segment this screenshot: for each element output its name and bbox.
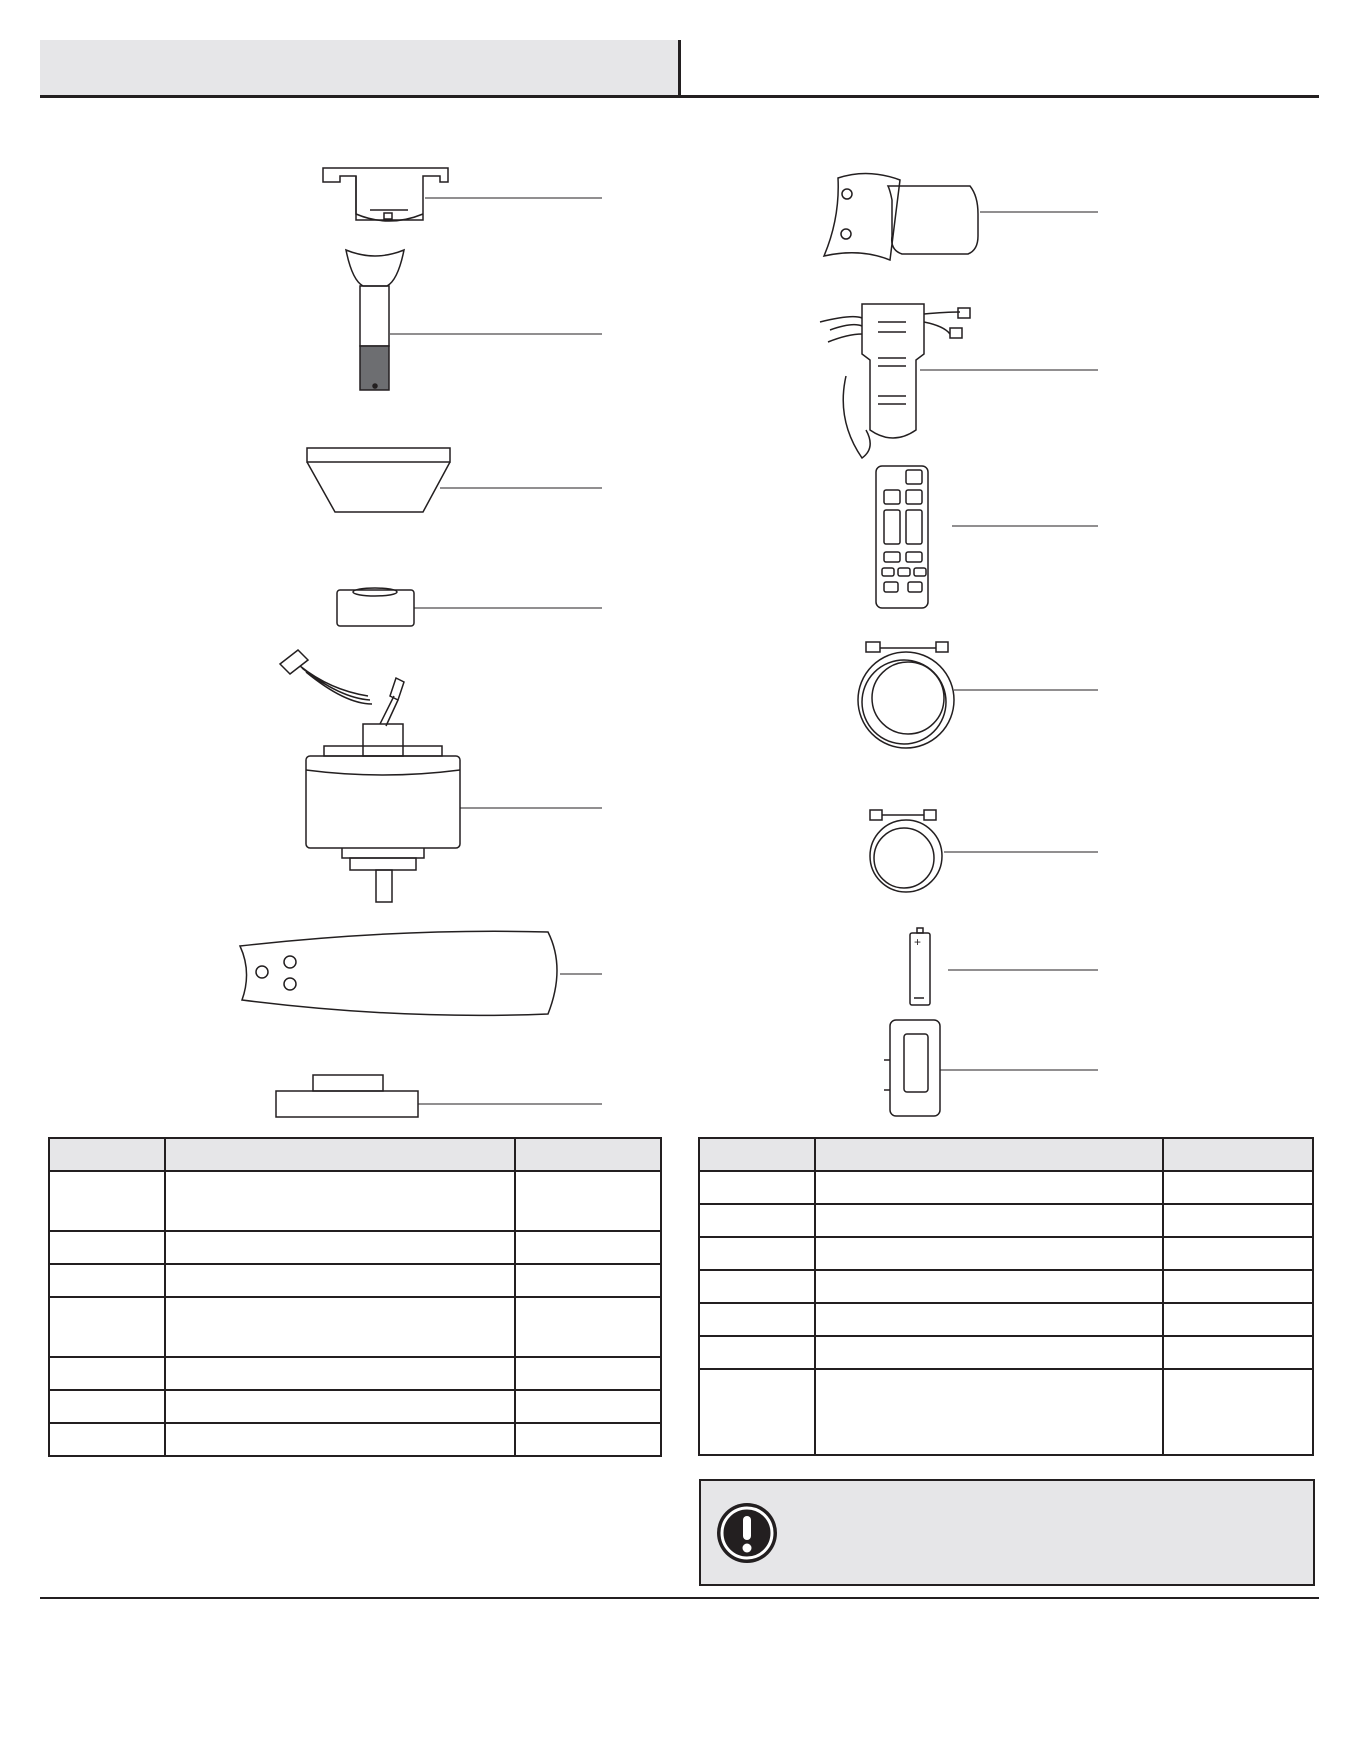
part-description: [815, 1237, 1163, 1270]
part-description: [165, 1231, 515, 1264]
table-row: [699, 1303, 1313, 1336]
canopy-drawing: [307, 448, 602, 512]
table-header-row: [699, 1138, 1313, 1171]
footer-rule: [40, 1597, 1319, 1599]
wire-harness-long-drawing: [858, 642, 1098, 748]
part-description: [165, 1171, 515, 1231]
part-quantity: [1163, 1303, 1313, 1336]
svg-text:+: +: [914, 935, 922, 949]
part-description: [815, 1303, 1163, 1336]
part-letter: [699, 1171, 815, 1204]
part-quantity: [515, 1297, 661, 1357]
part-letter: [49, 1390, 165, 1423]
motor-assembly-drawing: [280, 650, 602, 902]
table-row: [699, 1171, 1313, 1204]
part-description: [165, 1357, 515, 1390]
part-quantity: [515, 1357, 661, 1390]
part-description: [815, 1270, 1163, 1303]
table-row: [699, 1336, 1313, 1369]
part-description: [815, 1369, 1163, 1455]
part-quantity: [1163, 1237, 1313, 1270]
part-description: [165, 1264, 515, 1297]
light-kit-plate-drawing: [276, 1075, 602, 1117]
downrod-drawing: [346, 250, 602, 390]
part-description: [815, 1204, 1163, 1237]
notice-box: [699, 1479, 1315, 1586]
part-quantity: [515, 1264, 661, 1297]
part-quantity: [515, 1231, 661, 1264]
parts-table-left: [48, 1137, 662, 1457]
parts-table-right: [698, 1137, 1314, 1456]
part-letter: [699, 1303, 815, 1336]
table-row: [699, 1237, 1313, 1270]
blade-iron-drawing: [824, 173, 1098, 260]
table-header-row: [49, 1138, 661, 1171]
fan-blade-drawing: [240, 931, 602, 1015]
column-header-quantity: [515, 1138, 661, 1171]
part-letter: [49, 1357, 165, 1390]
column-header-quantity: [1163, 1138, 1313, 1171]
part-letter: [49, 1297, 165, 1357]
part-letter: [49, 1264, 165, 1297]
table-row: [699, 1270, 1313, 1303]
column-header-part: [699, 1138, 815, 1171]
table-row: [49, 1423, 661, 1456]
table-row: [49, 1264, 661, 1297]
part-letter: [49, 1231, 165, 1264]
part-quantity: [1163, 1336, 1313, 1369]
table-row: [49, 1390, 661, 1423]
column-header-part: [49, 1138, 165, 1171]
part-quantity: [1163, 1369, 1313, 1455]
part-quantity: [515, 1390, 661, 1423]
table-row: [49, 1297, 661, 1357]
part-letter: [49, 1171, 165, 1231]
coupling-cover-drawing: [337, 588, 602, 626]
column-header-description: [165, 1138, 515, 1171]
part-description: [165, 1297, 515, 1357]
column-header-description: [815, 1138, 1163, 1171]
part-quantity: [1163, 1270, 1313, 1303]
wire-harness-short-drawing: [870, 810, 1098, 892]
part-letter: [699, 1237, 815, 1270]
table-row: [49, 1357, 661, 1390]
part-letter: [699, 1369, 815, 1455]
part-letter: [699, 1204, 815, 1237]
part-letter: [699, 1270, 815, 1303]
table-row: [699, 1369, 1313, 1455]
part-description: [165, 1423, 515, 1456]
part-letter: [699, 1336, 815, 1369]
table-row: [49, 1231, 661, 1264]
part-description: [165, 1390, 515, 1423]
part-description: [815, 1171, 1163, 1204]
exclamation-icon: [715, 1501, 779, 1565]
table-row: [699, 1204, 1313, 1237]
mounting-bracket-drawing: [323, 168, 602, 221]
battery-drawing: [910, 928, 1098, 1005]
remote-control-drawing: [876, 466, 1098, 608]
receiver-drawing: [820, 304, 1098, 458]
part-quantity: [1163, 1204, 1313, 1237]
part-quantity: [1163, 1171, 1313, 1204]
part-quantity: [515, 1171, 661, 1231]
part-letter: [49, 1423, 165, 1456]
part-quantity: [515, 1423, 661, 1456]
part-description: [815, 1336, 1163, 1369]
table-row: [49, 1171, 661, 1231]
remote-holder-drawing: [884, 1020, 1098, 1116]
